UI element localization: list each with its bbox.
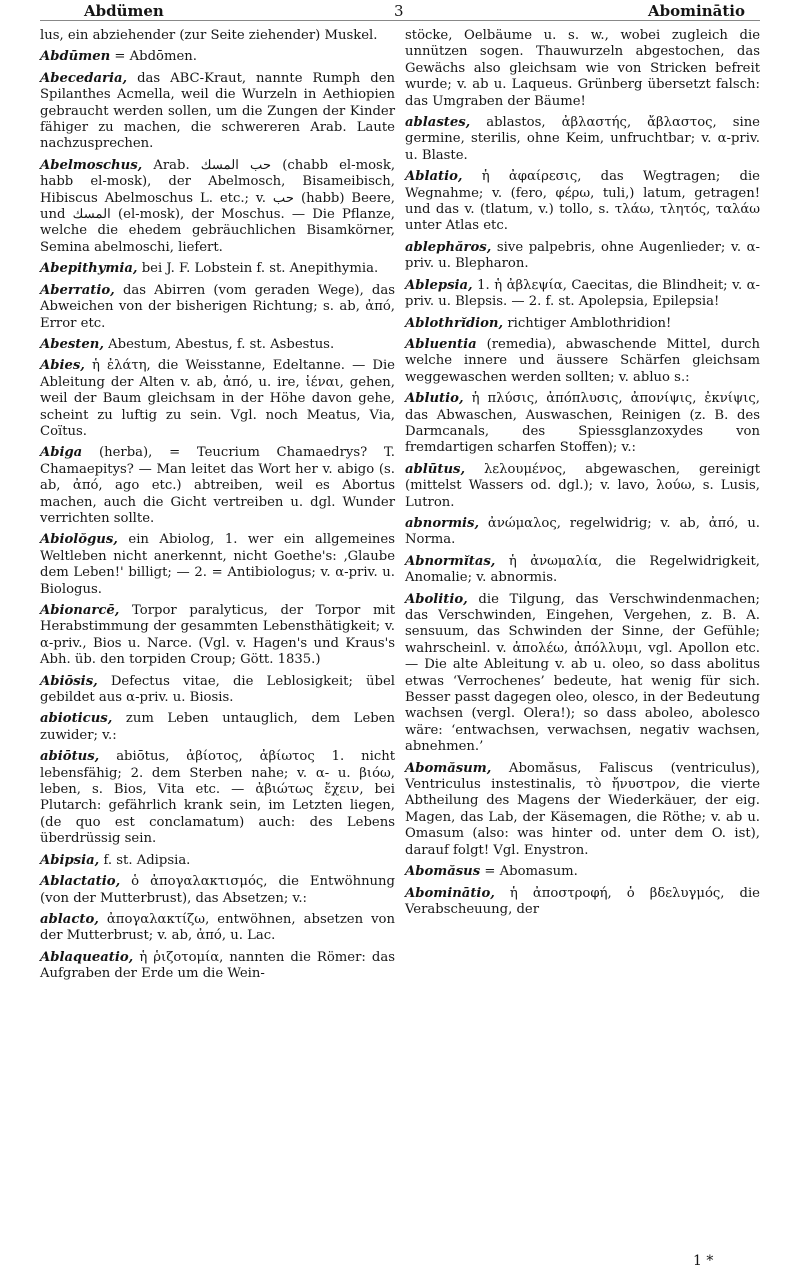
entry-headword: Abelmoschus, xyxy=(40,157,143,173)
dictionary-entry xyxy=(405,278,760,311)
dictionary-entry xyxy=(405,592,760,756)
entry-headword: Abominātio, xyxy=(405,885,495,901)
dictionary-entry xyxy=(405,864,760,880)
dictionary-entry xyxy=(40,28,395,44)
entry-headword: Abipsia, xyxy=(40,852,100,868)
entry-text: Torpor paralyticus, der Torpor mit Herabstimmung der gesammten Lebensthätigkeit; v. α-priv., Bios u. Narce. (Vgl. v. Hagen's und Kraus's Abh. üb. den torpiden Croup; Gött. 1835.) xyxy=(40,603,395,668)
entry-headword: Abesten, xyxy=(40,336,104,352)
entry-headword: Abiōsis, xyxy=(40,673,98,689)
entry-headword: Aberratio, xyxy=(40,282,115,298)
dictionary-entry xyxy=(405,516,760,549)
dictionary-entry xyxy=(405,886,760,919)
dictionary-entry xyxy=(405,115,760,164)
entry-headword: Ablothrĭdion, xyxy=(405,315,504,331)
entry-text: = Abomasum. xyxy=(484,864,578,880)
dictionary-entry xyxy=(40,674,395,707)
entry-text: ἡ πλύσις, ἀπόπλυσις, ἀπονίψις, ἐκνίψις, das Abwaschen, Auswaschen, Reinigen (z. B. des Darmcanals, des Spiessglanzoxydes von fremdartigen scharfen Stoffen); v.: xyxy=(405,391,760,456)
dictionary-entry xyxy=(405,761,760,859)
entry-text: ὁ ἀπογαλακτισμός, die Entwöhnung (von der Mutterbrust), das Absetzen; v.: xyxy=(40,874,395,906)
entry-headword: Abepithymia, xyxy=(40,261,138,277)
entry-text: stöcke, Oelbäume u. s. w., wobei zugleich die unnützen sogen. Thauwurzeln abgestochen, das Gewächs also gleichsam wie von Stricken befreit wurde; v. ab u. Laqueus. Grünberg übersetzt falsch: das Umgraben der Bäume! xyxy=(405,28,760,109)
entry-text: ablastos, ἀβλαστής, ἄβλαστος, sine germine, sterilis, ohne Keim, unfruchtbar; v. α-priv. u. Blaste. xyxy=(405,115,760,163)
right-column xyxy=(405,28,760,923)
entry-text: richtiger Amblothridion! xyxy=(507,315,672,331)
entry-text: ἡ ἀφαίρεσις, das Wegtragen; die Wegnahme; v. (fero, φέρω, tuli,) latum, getragen! und das v. (tlatum, v.) tollo, s. τλάω, τλητός, ταλάω unter Atlas etc. xyxy=(405,169,760,234)
header-left-word: Abdümen xyxy=(84,2,164,20)
entry-headword: Abluentia xyxy=(405,336,477,352)
dictionary-entry xyxy=(405,462,760,511)
dictionary-entry xyxy=(40,261,395,277)
dictionary-entry xyxy=(40,71,395,153)
entry-headword: Ablatio, xyxy=(405,169,463,185)
dictionary-entry xyxy=(40,874,395,907)
dictionary-entry xyxy=(40,49,395,65)
entry-text: zum Leben untauglich, dem Leben zuwider; v.: xyxy=(40,711,395,743)
dictionary-entry xyxy=(40,853,395,869)
entry-headword: ablastes, xyxy=(405,115,471,131)
entry-headword: Abolitio, xyxy=(405,591,468,607)
entry-text: f. st. Adipsia. xyxy=(103,852,191,868)
dictionary-entry xyxy=(40,603,395,669)
dictionary-entry xyxy=(40,158,395,256)
dictionary-entry xyxy=(40,337,395,353)
entry-headword: Abomăsus xyxy=(405,864,481,880)
entry-text: die Tilgung, das Verschwindenmachen; das Verschwinden, Eingehen, Vergehen, z. B. A. sensuum, das Schwinden der Sinne, der Gefühle; wahrscheinl. v. ἀπολέω, ἀπόλλυμι, vgl. Apollon etc. — Die alte Ableitung v. ab u. oleo, so dass abolitus etwas ‘Verrochenes’ bedeute, hat wenig für sich. Besser passt dagegen oleo, olesco, in der Bedeutung wachsen (vergl. Olera!); so dass aboleo, abolesco wäre: ‘entwachsen, verwachsen, negativ wachsen, abnehmen.’ xyxy=(405,591,760,755)
entry-headword: Abomăsum, xyxy=(405,760,492,776)
dictionary-entry xyxy=(405,316,760,332)
left-column xyxy=(40,28,395,988)
entry-headword: Abdūmen xyxy=(40,49,111,65)
entry-text: Defectus vitae, die Leblosigkeit; übel gebildet aus α-priv. u. Biosis. xyxy=(40,673,395,706)
dictionary-entry xyxy=(40,912,395,945)
dictionary-entry xyxy=(405,169,760,235)
entry-text: ἀπογαλακτίζω, entwöhnen, absetzen von der Mutterbrust; v. ab, ἀπό, u. Lac. xyxy=(40,911,395,944)
dictionary-entry xyxy=(405,240,760,273)
entry-headword: abnormis, xyxy=(405,515,480,531)
entry-text: lus, ein abziehender (zur Seite ziehender) Muskel. xyxy=(40,28,378,43)
dictionary-entry xyxy=(405,554,760,587)
entry-text: (herba), = Teucrium Chamaedrys? T. Chamaepitys? — Man leitet das Wort her v. abigo (s. ab, ἀπό, ago etc.) abtreiben, weil es Abortus machen, auch die Gicht vertreiben u. dgl. Wunder verrichten sollte. xyxy=(40,445,395,526)
dictionary-entry xyxy=(405,337,760,386)
dictionary-entry xyxy=(40,283,395,332)
entry-text: ἡ ῥιζοτομία, nannten die Römer: das Aufgraben der Erde um die Wein- xyxy=(40,949,395,982)
entry-text: ἡ ἀποστροφή, ὁ βδελυγμός, die Verabscheuung, der xyxy=(405,885,760,917)
entry-text: ἡ ἐλάτη, die Weisstanne, Edeltanne. — Die Ableitung der Alten v. ab, ἀπό, u. ire, ἰέναι, gehen, weil der Baum gleichsam in der Höhe davon gehe, scheint zu luftig zu sein. Vgl. noch Meatus, Via, Coïtus. xyxy=(40,358,395,439)
entry-headword: Ablutio, xyxy=(405,391,464,407)
dictionary-entry xyxy=(405,28,760,110)
entry-text: λελουμένος, abgewaschen, gereinigt (mittelst Wassers od. dgl.); v. lavo, λούω, s. Lusis, Lutron. xyxy=(405,461,760,510)
entry-text: ein Abiolog, 1. wer ein allgemeines Weltleben nicht anerkennt, nicht Goethe's: ‚Glaube dem Leben!' billigt; — 2. = Antibiologus; v. α-priv. u. Biologus. xyxy=(40,532,395,597)
entry-headword: abiōtus, xyxy=(40,749,100,765)
entry-headword: Ablactatio, xyxy=(40,874,121,890)
entry-text: abiōtus, ἀβίοτος, ἀβίωτος 1. nicht lebensfähig; 2. dem Sterben nahe; v. α- u. βιόω, leben, s. Bios, Vita etc. — ἀβιώτως ἔχειν, bei Plutarch: gefährlich krank sein, im Letzten liegen, (de quo est conclamatum) auch: des Lebens überdrüssig sein. xyxy=(40,749,395,847)
entry-headword: ablephăros, xyxy=(405,239,492,255)
entry-text: bei J. F. Lobstein f. st. Anepithymia. xyxy=(141,261,379,277)
entry-headword: Abiga xyxy=(40,445,83,461)
entry-headword: Abecedaria, xyxy=(40,70,128,86)
entry-headword: Abnormĭtas, xyxy=(405,553,496,569)
entry-text: sive palpebris, ohne Augenlieder; v. α-priv. u. Blepharon. xyxy=(405,239,760,272)
dictionary-entry xyxy=(40,950,395,983)
entry-text: = Abdōmen. xyxy=(114,49,197,65)
entry-headword: abioticus, xyxy=(40,711,113,727)
entry-headword: ablacto, xyxy=(40,911,99,927)
entry-text: das Abirren (vom geraden Wege), das Abweichen von der bisherigen Richtung; s. ab, ἀπό, Error etc. xyxy=(40,282,395,331)
dictionary-entry xyxy=(405,391,760,457)
header-rule xyxy=(40,20,760,21)
dictionary-entry xyxy=(40,532,395,598)
entry-text: 1. ἡ ἀβλεψία, Caecitas, die Blindheit; v. α-priv. u. Blepsis. — 2. f. st. Apolepsia, Epilepsia! xyxy=(405,277,760,310)
entry-headword: Ablaqueatio, xyxy=(40,949,134,965)
header-page-number: 3 xyxy=(394,2,404,20)
entry-text: Abestum, Abestus, f. st. Asbestus. xyxy=(108,336,335,352)
dictionary-entry xyxy=(40,711,395,744)
dictionary-entry xyxy=(40,358,395,440)
entry-text: ἡ ἀνωμαλία, die Regelwidrigkeit, Anomalie; v. abnormis. xyxy=(405,553,760,586)
dictionary-entry xyxy=(40,445,395,527)
entry-text: ἀνώμαλος, regelwidrig; v. ab, ἀπό, u. Norma. xyxy=(405,515,760,548)
entry-headword: Abiolŏgus, xyxy=(40,532,118,548)
entry-headword: Ablepsia, xyxy=(405,277,473,293)
entry-text: Arab. حب المسك (chabb el-mosk, habb el-mosk), der Abelmosch, Bisameibisch, Hibiscus Abelmoschus L. etc.; v. حب (habb) Beere, und المسك (el-mosk), der Moschus. — Die Pflanze, welche die ehedem gebräuchlichen Bisamkörner, Semina abelmoschi, liefert. xyxy=(40,157,396,255)
entry-headword: ablūtus, xyxy=(405,461,466,477)
entry-headword: Abionarcē, xyxy=(40,603,120,618)
running-header xyxy=(0,0,800,22)
signature-mark: 1 * xyxy=(693,1253,714,1269)
entry-text: Abomăsus, Faliscus (ventriculus), Ventriculus instestinalis, τὸ ἤνυστρον, die vierte Abtheilung des Magens der Wiederkäuer, der eig. Magen, das Lab, der Käsemagen, die Röthe; v. ab u. Omasum (also: was hinter od. unter dem O. ist), darauf folgt! Vgl. Enystron. xyxy=(405,760,760,858)
entry-text: das ABC-Kraut, nannte Rumph den Spilanthes Acmella, weil die Wurzeln in Aethiopien gebraucht werden sollen, um die Zungen der Kinder fähiger zu machen, die schwereren Arab. Laute nachzusprechen. xyxy=(40,70,395,152)
header-right-word: Abominātio xyxy=(648,2,745,20)
entry-headword: Abies, xyxy=(40,358,85,374)
dictionary-entry xyxy=(40,749,395,847)
entry-text: (remedia), abwaschende Mittel, durch welche innere und äussere Schärfen gleichsam weggewaschen werden sollten; v. abluo s.: xyxy=(405,336,760,385)
